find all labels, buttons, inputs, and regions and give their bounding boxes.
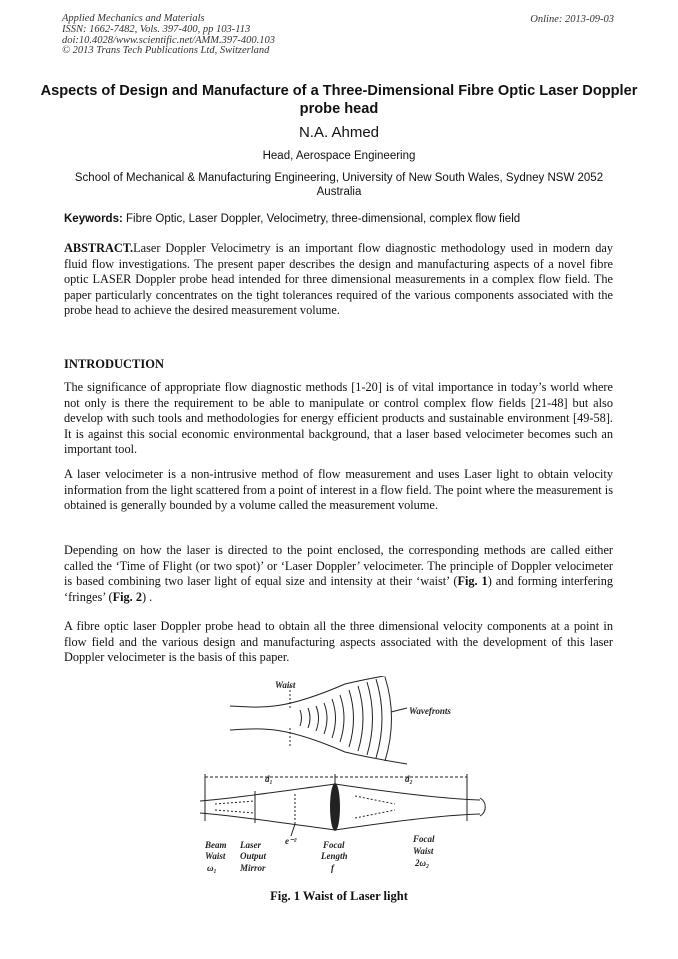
wavefronts-label: Wavefronts bbox=[409, 706, 451, 716]
abstract-label: ABSTRACT. bbox=[64, 241, 134, 255]
fig2-reference: Fig. 2 bbox=[112, 589, 142, 604]
intro-paragraph-3 bbox=[64, 543, 613, 605]
abstract-text: Laser Doppler Velocimetry is an important flow diagnostic methodology used in modern day fluid flow investigations. The present paper describes the design and manufacturing aspects of a novel fibre optic LASER Doppler probe head intended for three dimensional measurements in a complex flow field. The paper particularly concentrates on the tight tolerances required of the various components associated with the probe head to achieve the desired measurement volume. bbox=[64, 241, 613, 318]
keywords-label: Keywords: bbox=[64, 213, 123, 225]
abstract bbox=[64, 241, 613, 319]
waist-label: Waist bbox=[275, 680, 296, 690]
author-affiliation: School of Mechanical & Manufacturing Engineering, University of New South Wales, Sydney NSW 2052 Australia bbox=[74, 172, 604, 198]
journal-name: Applied Mechanics and Materials bbox=[62, 13, 205, 24]
intro-paragraph-1: The significance of appropriate flow diagnostic methods [1-20] is of vital importance in today’s world where not only is there the requirement to be able to manipulate or control complex flow fields [21-48] but also develop with such tools and methodologies for energy efficient products and sustainable environment [49-58]. It is against this social economic environmental background, that a laser based velocimeter becomes such an important tool. bbox=[64, 380, 613, 457]
intro-paragraph-2: A laser velocimeter is a non-intrusive method of flow measurement and uses Laser light to obtain velocity information from the light scattered from a point of interest in a flow field. The point where the measurement is obtained is generally bounded by a volume called the measurement volume. bbox=[64, 467, 613, 513]
d1-label: d₁ bbox=[265, 774, 273, 784]
keywords-text: Fibre Optic, Laser Doppler, Velocimetry, three-dimensional, complex flow field bbox=[122, 213, 521, 225]
mirror-label: Mirror bbox=[240, 863, 266, 873]
laser-label: Laser bbox=[240, 840, 261, 850]
f-label: f bbox=[331, 863, 334, 873]
d2-label: d₂ bbox=[405, 774, 413, 784]
beam-upper-edge bbox=[230, 676, 407, 707]
intro-paragraph-4: A fibre optic laser Doppler probe head to obtain all the three dimensional velocity components at a point in flow field and the various design and manufacturing aspects associated with the development of this laser Doppler velocimeter is the basis of this paper. bbox=[64, 619, 613, 665]
p3-text-b: ) and forming interfering ‘fringes’ ( bbox=[64, 574, 613, 604]
introduction-heading: INTRODUCTION bbox=[64, 357, 165, 371]
author-name: N.A. Ahmed bbox=[298, 124, 380, 141]
keywords bbox=[64, 213, 624, 225]
author-position: Head, Aerospace Engineering bbox=[262, 150, 416, 162]
waist2-label: Waist bbox=[413, 846, 434, 856]
two-omega2-label: 2ω₂ bbox=[415, 858, 430, 868]
focal-label: Focal bbox=[323, 840, 345, 850]
beam-top bbox=[200, 784, 480, 801]
e2-label: e⁻² bbox=[285, 836, 297, 846]
paper-title: Aspects of Design and Manufacture of a Three-Dimensional Fibre Optic Laser Doppler probe head bbox=[40, 83, 638, 117]
online-date: Online: 2013-09-03 bbox=[530, 14, 614, 25]
p3-text-a: Depending on how the laser is directed to the point enclosed, the corresponding methods are called either called the ‘Time of Flight (or two spot)’ or ‘Laser Doppler’ velocimeter. The principle of Doppler velocimeter is based combining two laser light of equal size and intensity at their ‘waist’ ( bbox=[64, 543, 613, 589]
wavefront bbox=[300, 710, 302, 726]
fig1-reference: Fig. 1 bbox=[457, 574, 488, 589]
issn-line: ISSN: 1662-7482, Vols. 397-400, pp 103-113 bbox=[62, 23, 251, 35]
waist-diagram bbox=[230, 676, 407, 764]
beam-label: Beam bbox=[205, 840, 227, 850]
beam-bottom bbox=[200, 813, 480, 830]
lens-diagram bbox=[200, 774, 485, 836]
focal-waist-label: Focal bbox=[413, 834, 435, 844]
length-label: Length bbox=[321, 851, 348, 861]
omega1-label: ω₁ bbox=[207, 863, 217, 873]
figure-caption: Fig. 1 Waist of Laser light bbox=[270, 889, 408, 903]
doi-line: doi:10.4028/www.scientific.net/AMM.397-400.103 bbox=[62, 34, 275, 46]
p3-text-c: ) . bbox=[141, 589, 153, 604]
output-label: Output bbox=[240, 851, 267, 861]
beam-waist-label: Waist bbox=[205, 851, 226, 861]
focusing-lens bbox=[330, 783, 340, 831]
beam-lower-edge bbox=[230, 729, 407, 764]
wavefronts-pointer bbox=[391, 708, 407, 712]
copyright-line: © 2013 Trans Tech Publications Ltd, Switzerland bbox=[62, 45, 270, 57]
laser-waist-figure bbox=[195, 676, 495, 878]
journal-header bbox=[62, 14, 275, 57]
